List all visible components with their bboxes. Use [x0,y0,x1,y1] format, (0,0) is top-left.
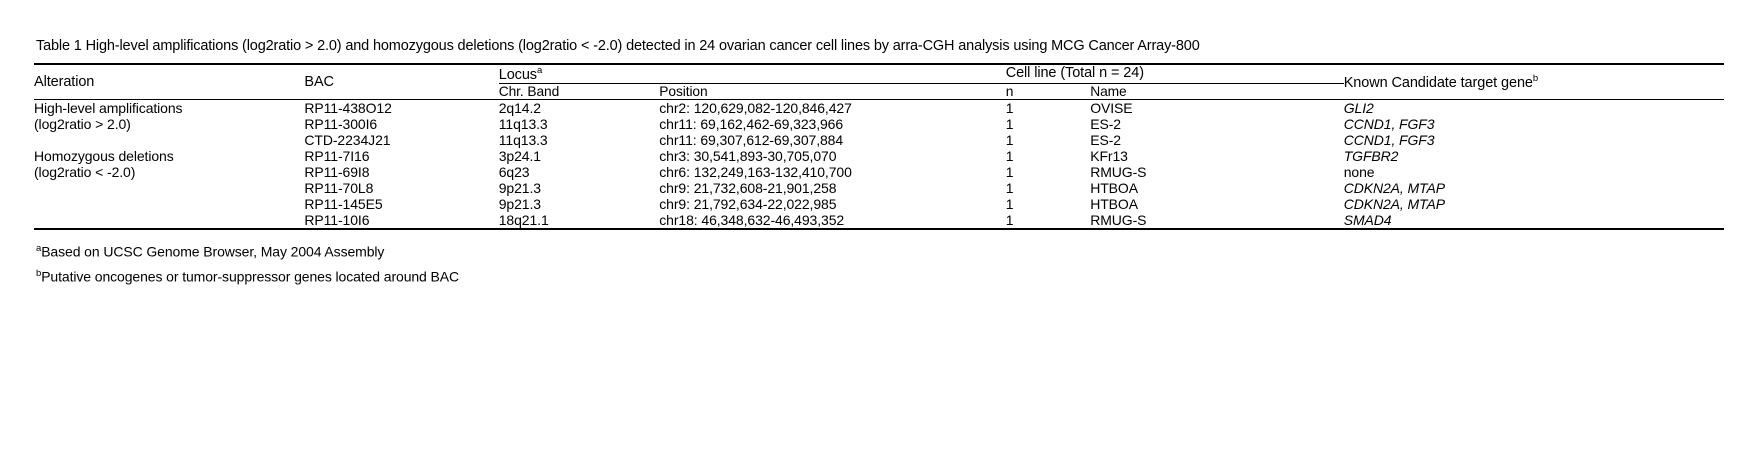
position-value: chr11: 69,307,612-69,307,884 [659,131,844,148]
cellline-name-value: RMUG-S [1090,211,1147,228]
bac-value: RP11-7I16 [304,147,370,164]
band-value: 11q13.3 [498,115,548,132]
alteration-label-line1: High-level amplifications [34,99,183,116]
gene-value: GLI2 [1343,99,1374,116]
header-chr-band: Chr. Band [498,83,560,99]
table-row [34,196,1724,212]
n-value: 1 [1005,195,1014,212]
footnote-a [34,237,1724,263]
table-row [34,148,1724,164]
amplifications-deletions-table [34,65,1724,99]
n-value: 1 [1005,115,1014,132]
header-known-gene-footnote-mark: b [1532,73,1539,84]
n-value: 1 [1005,99,1014,116]
gene-value: none [1343,163,1375,180]
band-value: 2q14.2 [498,99,541,116]
footnote-a-mark: a [36,242,42,254]
table-caption: Table 1 High-level amplifications (log2ratio > 2.0) and homozygous deletions (log2ratio < -2.0) detected in 24 ovarian cancer cell lines by arra-CGH analysis using MCG Cancer Array-800 [36,38,1200,54]
alteration-label-empty [34,212,304,228]
position-value: chr3: 30,541,893-30,705,070 [659,147,837,164]
alteration-label-empty [34,132,304,148]
band-value: 11q13.3 [498,131,548,148]
table-row [34,180,1724,196]
cellline-name-value: HTBOA [1090,179,1138,196]
bac-value: RP11-300I6 [304,115,378,132]
position-value: chr9: 21,792,634-22,022,985 [659,195,837,212]
table-row [34,116,1724,132]
gene-value: CDKN2A, MTAP [1343,195,1445,212]
alteration-label-line2: (log2ratio > 2.0) [34,115,131,132]
n-value: 1 [1005,147,1014,164]
gene-value: CCND1, FGF3 [1343,115,1435,132]
gene-value: CCND1, FGF3 [1343,131,1435,148]
header-position: Position [659,83,708,99]
footnote-b [34,262,1724,288]
footnote-a-text: Based on UCSC Genome Browser, May 2004 Assembly [41,243,385,260]
header-alteration: Alteration [34,73,95,90]
bac-value: RP11-70L8 [304,179,374,196]
header-bac: BAC [304,73,334,90]
gene-value: SMAD4 [1343,211,1392,228]
alteration-label-empty [34,180,304,196]
band-value: 3p24.1 [498,147,541,164]
table-row [34,212,1724,228]
header-locus-label: Locus [498,66,537,83]
band-value: 6q23 [498,163,530,180]
header-cellline-group: Cell line (Total n = 24) [1006,65,1344,83]
bac-value: CTD-2234J21 [304,131,391,148]
table-container [34,30,1724,288]
cellline-name-value: OVISE [1090,99,1133,116]
position-value: chr18: 46,348,632-46,493,352 [659,211,845,228]
header-locus-group [499,65,1006,83]
cellline-name-value: KFr13 [1090,147,1128,164]
header-locus-footnote-mark: a [536,65,543,76]
table-row [34,132,1724,148]
gene-value: TGFBR2 [1343,147,1399,164]
footnotes [34,230,1724,288]
cellline-name-value: HTBOA [1090,195,1138,212]
header-known-gene-label: Known Candidate target gene [1343,74,1533,91]
bac-value: RP11-69I8 [304,163,370,180]
n-value: 1 [1005,211,1014,228]
table-body [34,100,1724,228]
cellline-name-value: ES-2 [1090,131,1121,148]
header-n: n [1005,83,1014,99]
bac-value: RP11-438O12 [304,99,392,116]
table-row [34,100,1724,116]
alteration-label-line2: (log2ratio < -2.0) [34,163,136,180]
footnote-b-mark: b [36,268,42,280]
header-row-primary [34,65,1724,83]
position-value: chr11: 69,162,462-69,323,966 [659,115,844,132]
band-value: 9p21.3 [498,179,541,196]
alteration-label-empty [34,196,304,212]
footnote-b-text: Putative oncogenes or tumor-suppressor genes located around BAC [41,269,460,286]
bac-value: RP11-145E5 [304,195,383,212]
position-value: chr2: 120,629,082-120,846,427 [659,99,852,116]
band-value: 18q21.1 [498,211,549,228]
header-known-gene [1344,65,1724,99]
table-row [34,164,1724,180]
cellline-name-value: ES-2 [1090,115,1121,132]
n-value: 1 [1005,131,1014,148]
bac-value: RP11-10I6 [304,211,370,228]
band-value: 9p21.3 [498,195,541,212]
cellline-name-value: RMUG-S [1090,163,1147,180]
position-value: chr9: 21,732,608-21,901,258 [659,179,837,196]
n-value: 1 [1005,179,1014,196]
alteration-label-line1: Homozygous deletions [34,147,174,164]
position-value: chr6: 132,249,163-132,410,700 [659,163,852,180]
header-name: Name [1090,83,1127,99]
n-value: 1 [1005,163,1014,180]
gene-value: CDKN2A, MTAP [1343,179,1445,196]
